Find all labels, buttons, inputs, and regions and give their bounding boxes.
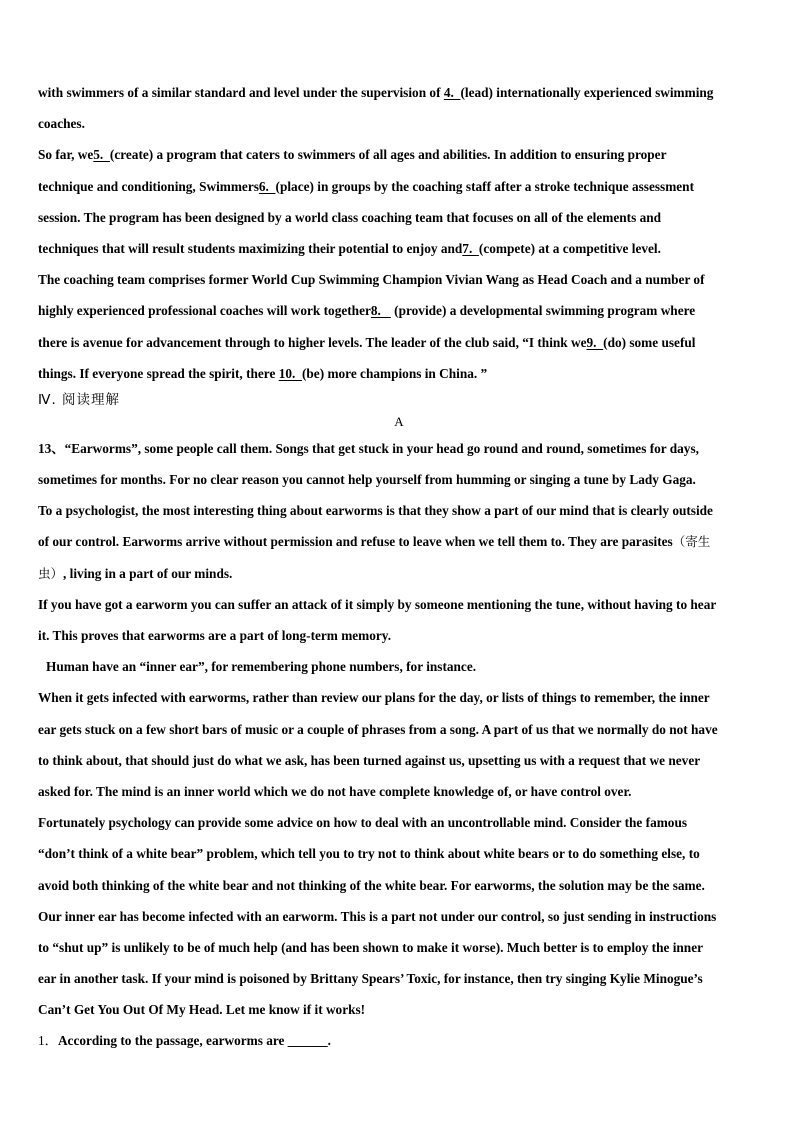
passage-line-1: 13、“Earworms”, some people call them. Songs that get stuck in your head go round and round, sometimes for days, xyxy=(38,440,699,456)
fill-in-line-4 xyxy=(38,171,760,202)
cjk-gloss: （寄生 xyxy=(672,534,711,550)
passage-line-8: Human have an “inner ear”, for remembering phone numbers, for instance. xyxy=(46,659,477,675)
text: , living in a part of our minds. xyxy=(63,565,233,581)
blank-5: 5. xyxy=(93,147,110,163)
passage-line-14: “don’t think of a white bear” problem, which tell you to try not to think about white bears or to do something else, to xyxy=(38,846,700,862)
fill-in-line-10 xyxy=(38,358,760,389)
text: (create) a program that caters to swimmers of all ages and abilities. In addition to ensuring proper xyxy=(109,147,667,163)
text: things. If everyone spread the spirit, there xyxy=(38,365,279,381)
text: (provide) a developmental swimming program where xyxy=(390,303,696,319)
passage-line-12: asked for. The mind is an inner world which we do not have complete knowledge of, or have control over. xyxy=(38,783,632,799)
fill-in-line-7: The coaching team comprises former World Cup Swimming Champion Vivian Wang as Head Coach and a number of xyxy=(38,272,705,288)
passage-line-13: Fortunately psychology can provide some advice on how to deal with an uncontrollable mind. Consider the famous xyxy=(38,815,688,831)
text: (be) more champions in China. ” xyxy=(301,365,488,381)
text: techniques that will result students maximizing their potential to enjoy and xyxy=(38,240,463,256)
passage-line-11: to think about, that should just do what we ask, has been turned against us, upsetting us with a request that we never xyxy=(38,752,701,768)
passage-line-9: When it gets infected with earworms, rather than review our plans for the day, or lists of things to remember, the inner xyxy=(38,690,710,706)
passage-line-2: sometimes for months. For no clear reason you cannot help yourself from humming or singing a tune by Lady Gaga. xyxy=(38,472,696,488)
passage-line-17: to “shut up” is unlikely to be of much help (and has been shown to make it worse). Much better is to employ the inner xyxy=(38,939,704,955)
section-heading: Ⅳ. 阅读理解 xyxy=(38,391,121,408)
text: there is avenue for advancement through to higher levels. The leader of the club said, “I think we xyxy=(38,334,587,350)
blank-9: 9. xyxy=(586,334,604,350)
text: (compete) at a competitive level. xyxy=(478,240,661,256)
part-label: A xyxy=(394,413,404,429)
text: (lead) internationally experienced swimming xyxy=(460,85,714,100)
text: So far, we xyxy=(38,147,94,163)
passage-line-10: ear gets stuck on a few short bars of music or a couple of phrases from a song. A part of us that we normally do not have xyxy=(38,721,718,737)
blank-8: 8. xyxy=(370,303,391,319)
question-text: According to the passage, earworms are ______. xyxy=(57,1033,331,1049)
fill-in-line-3 xyxy=(38,139,760,170)
fill-in-line-8 xyxy=(38,295,760,326)
passage-line-18: ear in another task. If your mind is poisoned by Brittany Spears’ Toxic, for instance, then try singing Kylie Minogue’s xyxy=(38,971,703,987)
passage-line-16: Our inner ear has become infected with an earworm. This is a part not under our control, so just sending in instructions xyxy=(38,908,717,924)
text: (place) in groups by the coaching staff after a stroke technique assessment xyxy=(275,178,694,194)
fill-in-line-1 xyxy=(38,77,760,108)
passage-line-7: it. This proves that earworms are a part of long-term memory. xyxy=(38,628,392,643)
passage-line-15: avoid both thinking of the white bear and not thinking of the white bear. For earworms, the solution may be the same. xyxy=(38,877,705,893)
fill-in-line-9 xyxy=(38,327,760,358)
text: of our control. Earworms arrive without permission and refuse to leave when we tell them to. They are parasites xyxy=(38,534,673,550)
blank-6: 6. xyxy=(258,178,276,194)
fill-in-line-2: coaches. xyxy=(38,116,85,132)
blank-4: 4. xyxy=(443,85,461,100)
passage-line-3: To a psychologist, the most interesting thing about earworms is that they show a part of our mind that is clearly outside xyxy=(38,503,713,519)
blank-10: 10. xyxy=(278,365,302,381)
question-1 xyxy=(38,1025,760,1056)
text: highly experienced professional coaches will work together xyxy=(38,303,371,319)
cjk-gloss: 虫） xyxy=(38,565,64,581)
fill-in-line-5: session. The program has been designed by a world class coaching team that focuses on all of the elements and xyxy=(38,209,662,225)
passage-line-5 xyxy=(38,558,760,589)
blank-7: 7. xyxy=(462,240,479,256)
passage-line-4 xyxy=(38,526,760,557)
question-number: 1． xyxy=(38,1033,58,1049)
document-page xyxy=(38,77,760,1057)
passage-line-6: If you have got a earworm you can suffer an attack of it simply by someone mentioning the tune, without having to hear xyxy=(38,596,717,612)
text: technique and conditioning, Swimmers xyxy=(38,178,259,194)
fill-in-line-6 xyxy=(38,233,760,264)
text: with swimmers of a similar standard and level under the supervision of xyxy=(38,85,444,100)
text: (do) some useful xyxy=(603,334,696,350)
passage-line-19: Can’t Get You Out Of My Head. Let me know if it works! xyxy=(38,1002,366,1018)
